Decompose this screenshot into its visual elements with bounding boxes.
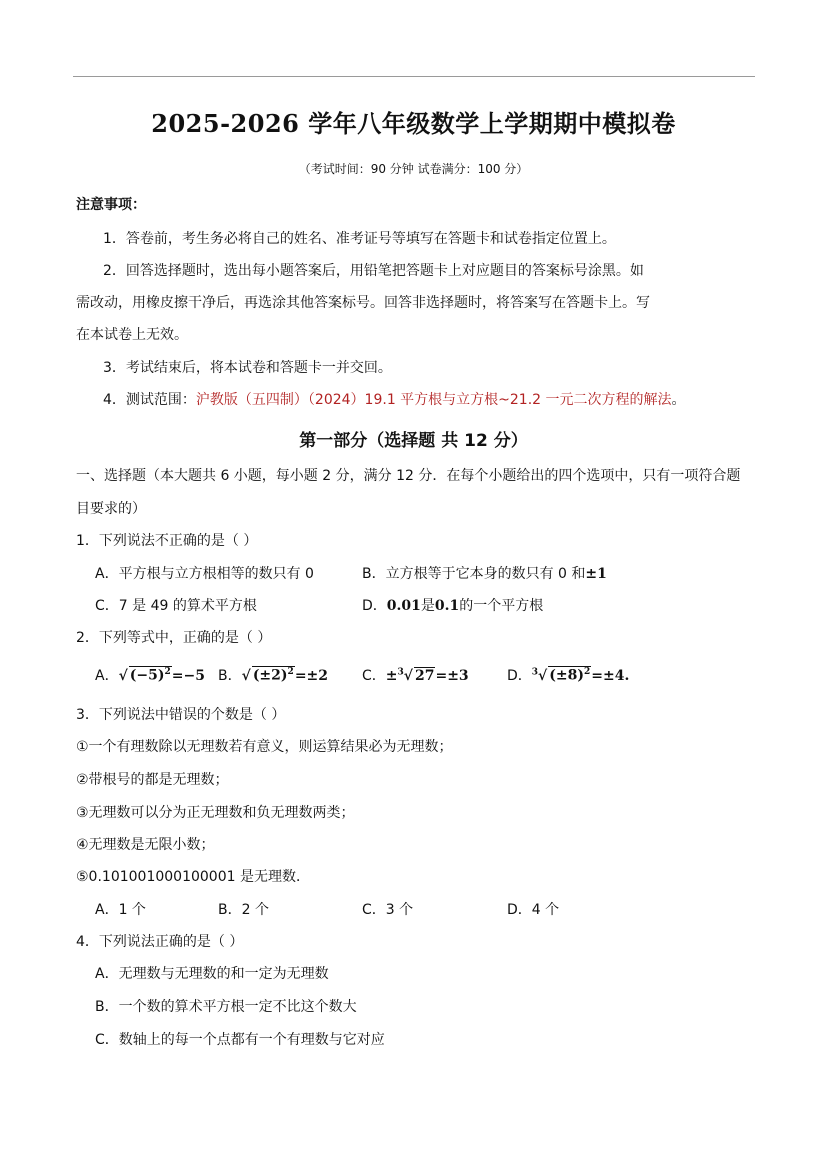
- exam-subtitle: （考试时间：90 分钟 试卷满分：100 分）: [298, 162, 529, 176]
- exponent: 2: [164, 667, 171, 678]
- radical-sign: √: [538, 668, 548, 684]
- radical-sign: √: [118, 668, 128, 684]
- q3-option-a: A．1 个: [95, 902, 146, 918]
- notice-item-3: 3．考试结束后，将本试卷和答题卡一并交回。: [103, 360, 392, 376]
- radicand: [548, 666, 591, 684]
- q2-option-a-expr: [119, 668, 205, 684]
- rhs: =±2: [294, 668, 329, 684]
- rhs: =±4: [591, 668, 625, 684]
- q3-statement-4: ④无理数是无限小数；: [76, 837, 215, 853]
- plus-minus: ±: [385, 668, 398, 684]
- root-index: 3: [397, 667, 404, 678]
- q2-option-d-expr: [532, 668, 630, 684]
- radicand: 27: [414, 668, 435, 684]
- period: .: [624, 668, 630, 684]
- q1-option-d-mid: 是: [420, 598, 435, 614]
- section-title: 第一部分（选择题 共 12 分）: [299, 431, 528, 451]
- radical-sign: √: [241, 668, 251, 684]
- notice-item-1: 1．答卷前，考生务必将自己的姓名、准考证号等填写在答题卡和试卷指定位置上。: [103, 231, 616, 247]
- radicand-base: (±2): [252, 668, 288, 684]
- q1-option-c: C．7 是 49 的算术平方根: [95, 598, 257, 614]
- notice-item-4-prefix: 4．测试范围：: [103, 392, 196, 408]
- rhs: =±3: [435, 668, 469, 684]
- q1-option-d-prefix: D．: [362, 598, 387, 614]
- q1-option-d: [362, 595, 543, 615]
- rhs: =−5: [171, 668, 205, 684]
- notice-item-4: [103, 389, 686, 409]
- q3-statement-5: ⑤0.101001000100001 是无理数．: [76, 869, 310, 885]
- notice-item-2-line-2: 需改动，用橡皮擦干净后，再选涂其他答案标号。回答非选择题时，将答案写在答题卡上。写: [76, 295, 650, 311]
- section-intro-line-2: 目要求的）: [76, 501, 146, 517]
- q2-option-c-expr: [386, 668, 469, 684]
- notice-heading: 注意事项：: [76, 197, 146, 213]
- q1-option-a: A．平方根与立方根相等的数只有 0: [95, 566, 314, 582]
- radicand-base: (−5): [129, 668, 165, 684]
- q2-stem: 2．下列等式中，正确的是（ ）: [76, 630, 272, 646]
- q2-option-d: [507, 665, 629, 685]
- root-index: 3: [531, 667, 539, 678]
- q3-option-c: C．3 个: [362, 902, 414, 918]
- test-scope: 沪教版（五四制）（2024）19.1 平方根与立方根~21.2 一元二次方程的解法: [195, 392, 672, 408]
- q3-statement-3: ③无理数可以分为正无理数和负无理数两类；: [76, 805, 355, 821]
- q4-stem: 4．下列说法正确的是（ ）: [76, 934, 244, 950]
- q1-option-d-math-2: 0.1: [434, 598, 460, 614]
- q2-option-d-label: D．: [507, 668, 532, 684]
- q1-option-b: [362, 563, 607, 583]
- q1-option-d-math-1: 0.01: [386, 598, 421, 614]
- q3-option-b: B．2 个: [218, 902, 269, 918]
- q2-option-c-label: C．: [362, 668, 386, 684]
- q1-option-b-math: ±1: [585, 566, 607, 582]
- q2-option-a-label: A．: [95, 668, 119, 684]
- q4-option-c: C．数轴上的每一个点都有一个有理数与它对应: [95, 1032, 385, 1048]
- q2-option-c: [362, 665, 469, 685]
- radicand-base: (±8): [549, 668, 584, 684]
- q1-option-d-suffix: 的一个平方根: [459, 598, 544, 614]
- radical-sign: √: [403, 668, 413, 684]
- notice-item-2-line-3: 在本试卷上无效。: [76, 327, 188, 343]
- q2-option-b-label: B．: [218, 668, 242, 684]
- q3-statement-1: ①一个有理数除以无理数若有意义，则运算结果必为无理数；: [76, 739, 453, 755]
- q1-stem: 1．下列说法不正确的是（ ）: [76, 533, 258, 549]
- q2-option-a: [95, 665, 205, 685]
- section-intro-line-1: 一、选择题（本大题共 6 小题，每小题 2 分，满分 12 分．在每个小题给出的四个选项中，只有一项符合题: [76, 468, 741, 484]
- header-rule: [73, 76, 755, 77]
- q2-option-b: [218, 665, 328, 685]
- exponent: 2: [287, 667, 294, 678]
- notice-item-2-line-1: 2．回答选择题时，选出每小题答案后，用铅笔把答题卡上对应题目的答案标号涂黑。如: [103, 263, 644, 279]
- q4-option-a: A．无理数与无理数的和一定为无理数: [95, 966, 329, 982]
- q4-option-b: B．一个数的算术平方根一定不比这个数大: [95, 999, 357, 1015]
- exponent: 2: [583, 667, 591, 678]
- q2-option-b-expr: [242, 668, 328, 684]
- q3-stem: 3．下列说法中错误的个数是（ ）: [76, 707, 286, 723]
- q3-statement-2: ②带根号的都是无理数；: [76, 772, 229, 788]
- radicand: [129, 666, 172, 684]
- q3-option-d: D．4 个: [507, 902, 560, 918]
- exam-title: 2025-2026 学年八年级数学上学期期中模拟卷: [151, 109, 676, 138]
- radicand: [252, 666, 295, 684]
- q1-option-b-text: B．立方根等于它本身的数只有 0 和: [362, 566, 586, 582]
- notice-item-4-suffix: 。: [671, 392, 686, 408]
